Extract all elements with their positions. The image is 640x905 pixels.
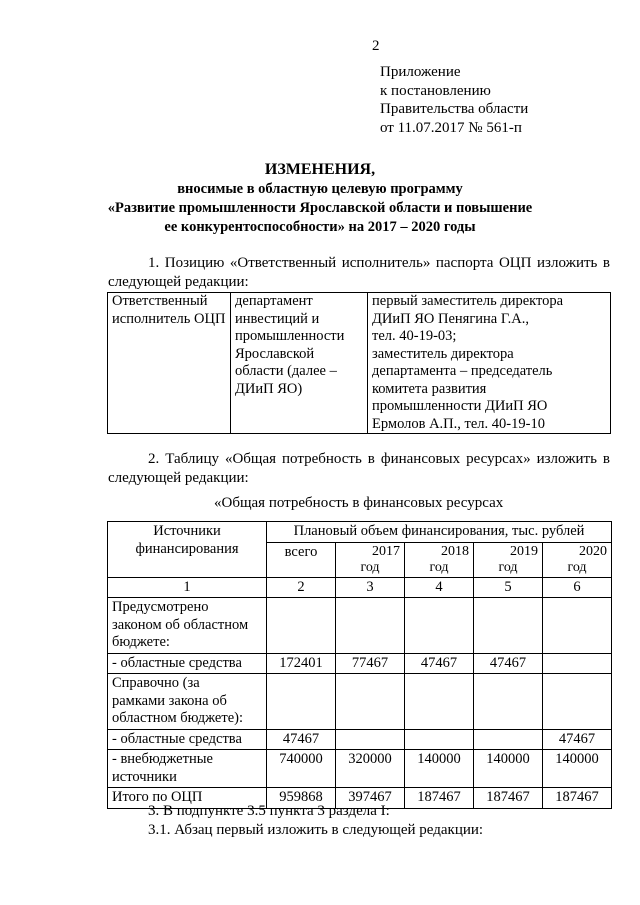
table-row <box>108 750 612 788</box>
cell-line: департамент <box>235 293 313 309</box>
year-label: год <box>498 559 518 575</box>
value-cell <box>405 729 474 750</box>
paragraph-1 <box>108 254 610 292</box>
value-cell <box>267 674 336 730</box>
value-cell <box>405 598 474 654</box>
cell-line: промышленности <box>235 328 345 344</box>
value-cell <box>543 653 612 674</box>
row-label <box>108 653 267 674</box>
year-label: год <box>360 559 380 575</box>
appendix-line: Правительства области <box>380 101 529 117</box>
appendix-line: к постановлению <box>380 82 491 99</box>
cell-line: первый заместитель директора <box>372 293 564 309</box>
cell-line: Справочно (за <box>112 675 200 691</box>
value-cell <box>405 674 474 730</box>
value-cell <box>336 598 405 654</box>
cell-line: законом об областном <box>112 616 249 633</box>
year-label: год <box>429 559 449 575</box>
table-cell <box>368 293 611 434</box>
row-label <box>108 750 267 788</box>
header-cell-total: всего <box>267 542 336 577</box>
value-cell: 47467 <box>267 729 336 750</box>
finance-table <box>107 521 612 809</box>
year-number: 2020 <box>579 543 607 559</box>
table-cell <box>108 293 231 434</box>
header-cell-plan: Плановый объем финансирования, тыс. рублей <box>267 522 612 543</box>
table-row <box>108 598 612 654</box>
value-cell <box>543 598 612 654</box>
value-cell <box>543 674 612 730</box>
cell-line: бюджете: <box>112 634 170 650</box>
value-cell <box>474 729 543 750</box>
value-cell <box>336 674 405 730</box>
value-cell: 397467 <box>336 788 405 809</box>
column-number: 2 <box>267 577 336 598</box>
value-cell <box>336 729 405 750</box>
row-label <box>108 598 267 654</box>
row-label <box>108 729 267 750</box>
appendix-line: от 11.07.2017 № 561-п <box>380 119 522 136</box>
cell-line: заместитель директора <box>372 345 514 362</box>
header-cell-year <box>543 542 612 577</box>
cell-line: Ярославской <box>235 345 315 362</box>
cell-line: ДИиП ЯО Пенягина Г.А., <box>372 310 529 327</box>
title-line: «Развитие промышленности Ярославской области и повышение <box>107 200 533 216</box>
value-cell: 47467 <box>405 653 474 674</box>
year-number: 2018 <box>441 543 469 559</box>
paragraph-text: 2. Таблицу «Общая потребность в финансовых ресурсах» изложить в следующей редакции: <box>108 451 610 486</box>
cell-line: источники <box>112 768 177 785</box>
value-cell: 77467 <box>336 653 405 674</box>
cell-line: Предусмотрено <box>112 599 209 615</box>
title-line: ИЗМЕНЕНИЯ, <box>264 161 376 178</box>
column-number: 4 <box>405 577 474 598</box>
table-row <box>108 653 612 674</box>
value-cell: 140000 <box>474 750 543 788</box>
column-number-row <box>108 577 612 598</box>
value-cell: 187467 <box>405 788 474 809</box>
cell-line: комитета развития <box>372 380 487 397</box>
value-cell: 187467 <box>543 788 612 809</box>
paragraph-2 <box>108 450 610 488</box>
document-title <box>0 160 640 237</box>
header-cell-year <box>405 542 474 577</box>
table-row <box>108 293 611 434</box>
cell-line: областном бюджете): <box>112 710 243 726</box>
cell-line: - областные средства <box>112 654 242 671</box>
appendix-line: Приложение <box>380 64 461 80</box>
cell-line: рамками закона об <box>112 692 227 709</box>
cell-line: области (далее – <box>235 363 337 379</box>
column-number: 3 <box>336 577 405 598</box>
value-cell: 187467 <box>474 788 543 809</box>
cell-line: финансирования <box>135 540 239 557</box>
year-label: год <box>567 559 587 575</box>
value-cell <box>267 598 336 654</box>
table-cell <box>231 293 368 434</box>
cell-line: Ответственный <box>112 293 208 309</box>
table-row <box>108 674 612 730</box>
row-label <box>108 674 267 730</box>
cell-line: Источники <box>153 523 221 539</box>
table-caption: «Общая потребность в финансовых ресурсах <box>214 495 504 511</box>
year-number: 2017 <box>372 543 400 559</box>
header-cell-sources <box>108 522 267 578</box>
cell-line: - областные средства <box>112 730 242 747</box>
value-cell: 740000 <box>267 750 336 788</box>
value-cell: 140000 <box>543 750 612 788</box>
title-line: ее конкурентоспособности» на 2017 – 2020 годы <box>164 219 476 235</box>
header-cell-year <box>474 542 543 577</box>
value-cell: 47467 <box>474 653 543 674</box>
title-line: вносимые в областную целевую программу <box>177 181 463 197</box>
table-row <box>108 729 612 750</box>
paragraph-text: 1. Позицию «Ответственный исполнитель» паспорта ОЦП изложить в следующей редакции: <box>108 255 610 290</box>
cell-line: инвестиций и <box>235 310 320 327</box>
cell-line: промышленности ДИиП ЯО <box>372 398 548 414</box>
appendix-block <box>380 63 528 137</box>
cell-line: департамента – председатель <box>372 363 553 379</box>
year-number: 2019 <box>510 543 538 559</box>
page-number: 2 <box>372 38 380 54</box>
value-cell: 172401 <box>267 653 336 674</box>
column-number: 6 <box>543 577 612 598</box>
cell-line: - внебюджетные <box>112 751 213 767</box>
value-cell <box>474 598 543 654</box>
cell-line: исполнитель ОЦП <box>112 310 226 327</box>
paragraph-4: 3.1. Абзац первый изложить в следующей редакции: <box>148 822 484 838</box>
value-cell <box>474 674 543 730</box>
value-cell: 959868 <box>267 788 336 809</box>
responsible-executor-table <box>107 292 611 434</box>
paragraph-3: 3. В подпункте 3.5 пункта 3 раздела I: <box>148 803 390 819</box>
cell-line: Итого по ОЦП <box>112 789 203 805</box>
value-cell: 47467 <box>543 729 612 750</box>
value-cell: 320000 <box>336 750 405 788</box>
cell-line: Ермолов А.П., тел. 40-19-10 <box>372 415 545 432</box>
header-cell-year <box>336 542 405 577</box>
cell-line: ДИиП ЯО) <box>235 380 303 397</box>
column-number: 5 <box>474 577 543 598</box>
column-number: 1 <box>108 577 267 598</box>
cell-line: тел. 40-19-03; <box>372 328 457 344</box>
value-cell: 140000 <box>405 750 474 788</box>
table-header-row <box>108 522 612 543</box>
